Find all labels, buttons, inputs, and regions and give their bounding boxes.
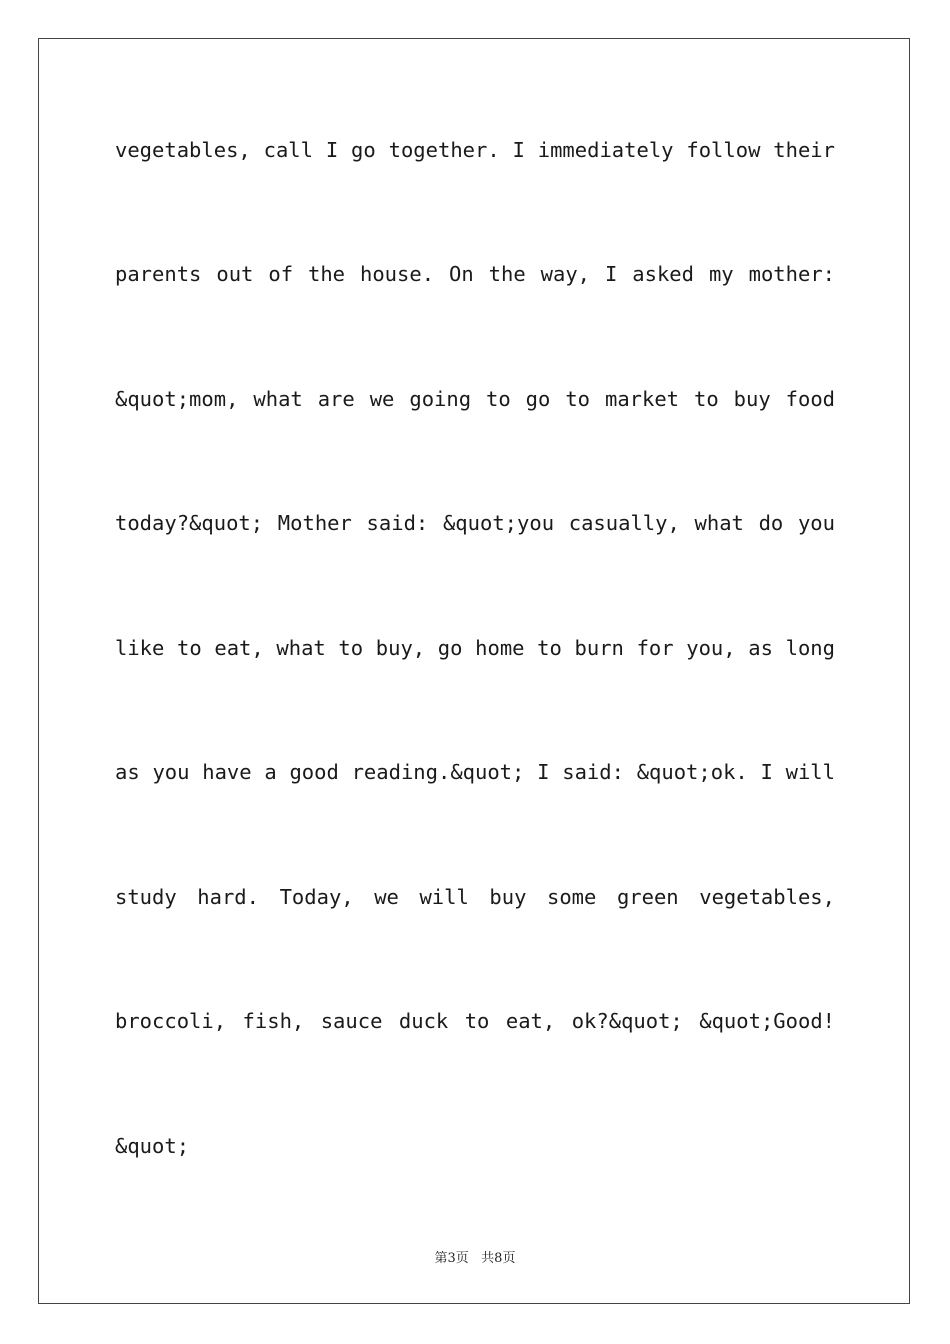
text-line-8: broccoli, fish, sauce duck to eat, ok?&quot; &quot;Good!: [115, 1009, 835, 1033]
text-line-3: &quot;mom, what are we going to go to market to buy food: [115, 387, 835, 411]
text-line-5: like to eat, what to buy, go home to burn for you, as long: [115, 636, 835, 660]
page-frame: [38, 38, 910, 1304]
page-number-footer: 第3页 共8页: [434, 1251, 516, 1266]
text-line-6: as you have a good reading.&quot; I said: &quot;ok. I will: [115, 760, 835, 784]
text-line-2: parents out of the house. On the way, I asked my mother:: [115, 262, 835, 286]
text-line-4: today?&quot; Mother said: &quot;you casually, what do you: [115, 511, 835, 535]
text-line-9: &quot;: [115, 1134, 190, 1158]
text-line-1: vegetables, call I go together. I immediately follow their: [115, 138, 835, 162]
text-line-7: study hard. Today, we will buy some green vegetables,: [115, 885, 835, 909]
